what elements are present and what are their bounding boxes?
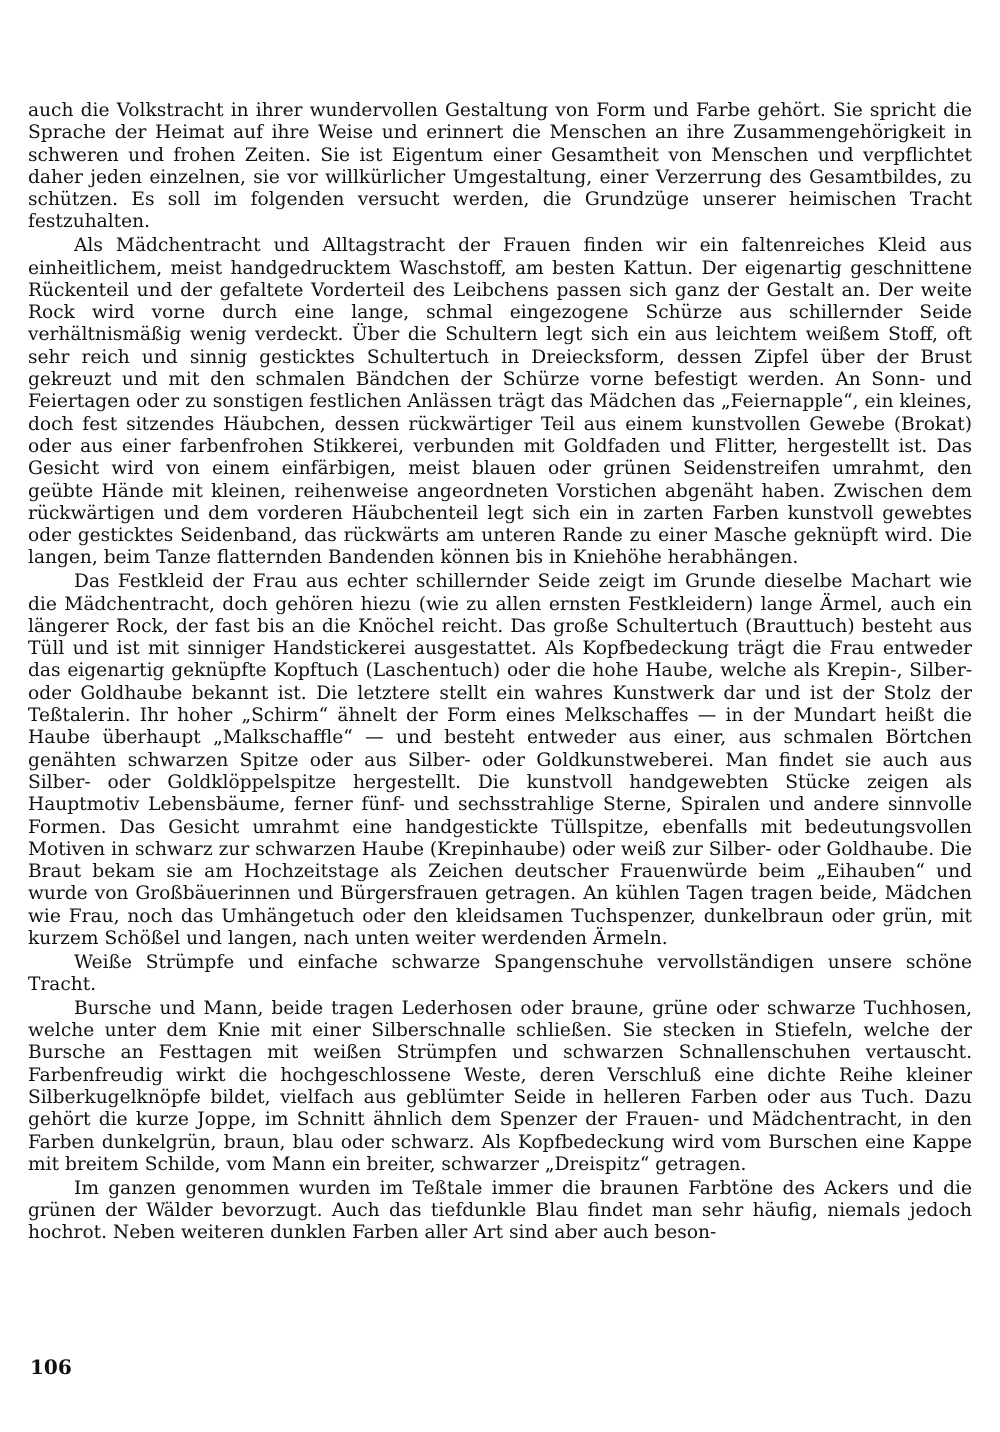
- paragraph-3: Das Festkleid der Frau aus echter schillernder Seide zeigt im Grunde dieselbe Machart wie die Mädchentracht, doch gehören hiezu (wie zu allen ernsten Festkleidern) lange Ärmel, auch ein längerer Rock, der fast bis an die Knöchel reicht. Das große Schultertuch (Brauttuch) besteht aus Tüll und ist mit sinniger Handstickerei ausgestattet. Als Kopfbedeckung trägt die Frau entweder das eigenartig geknüpfte Kopftuch (Laschentuch) oder die hohe Haube, welche als Krepin-, Silber- oder Goldhaube bekannt ist. Die letztere stellt ein wahres Kunstwerk dar und ist der Stolz der Teßtalerin. Ihr hoher „Schirm“ ähnelt der Form eines Melkschaffes — in der Mundart heißt die Haube überhaupt „Malkschaffle“ — und besteht entweder aus einer, aus schmalen Börtchen genähten schwarzen Spitze oder aus Silber- oder Goldkunstweberei. Man findet sie auch aus Silber- oder Goldklöppelspitze hergestellt. Die kunstvoll handgewebten Stücke zeigen als Hauptmotiv Lebensbäume, ferner fünf- und sechsstrahlige Sterne, Spiralen und andere sinnvolle Formen. Das Gesicht umrahmt eine handgestickte Tüllspitze, ebenfalls mit bedeutungsvollen Motiven in schwarz zur schwarzen Haube (Krepinhaube) oder weiß zur Silber- oder Goldhaube. Die Braut bekam sie am Hochzeitstage als Zeichen deutscher Frauenwürde beim „Eihauben“ und wurde von Großbäuerinnen und Bürgersfrauen getragen. An kühlen Tagen tragen beide, Mädchen wie Frau, noch das Umhängetuch oder den kleidsamen Tuchspenzer, dunkelbraun oder grün, mit kurzem Schößel und langen, nach unten weiter werdenden Ärmeln.: [28, 571, 972, 949]
- paragraph-1: auch die Volkstracht in ihrer wundervollen Gestaltung von Form und Farbe gehört. Sie spricht die Sprache der Heimat auf ihre Weise und erinnert die Menschen an ihre Zusammengehörigkeit in schweren und frohen Zeiten. Sie ist Eigentum einer Gesamtheit von Menschen und verpflichtet daher jeden einzelnen, sie vor willkürlicher Umgestaltung, einer Verzerrung des Gesamtbildes, zu schützen. Es soll im folgenden versucht werden, die Grundzüge unserer heimischen Tracht festzuhalten.: [28, 100, 972, 233]
- paragraph-2: Als Mädchentracht und Alltagstracht der Frauen finden wir ein faltenreiches Kleid aus einheitlichem, meist handgedrucktem Waschstoff, am besten Kattun. Der eigenartig geschnittene Rückenteil und der gefaltete Vorderteil des Leibchens passen sich ganz der Gestalt an. Der weite Rock wird vorne durch eine lange, schmal eingezogene Schürze aus schillernder Seide verhältnismäßig wenig verdeckt. Über die Schultern legt sich ein aus leichtem weißem Stoff, oft sehr reich und sinnig gesticktes Schultertuch in Dreiecksform, dessen Zipfel über der Brust gekreuzt und mit den schmalen Bändchen der Schürze vorne befestigt werden. An Sonn- und Feiertagen oder zu sonstigen festlichen Anlässen trägt das Mädchen das „Feiernapple“, ein kleines, doch fest sitzendes Häubchen, dessen rückwärtiger Teil aus einem kunstvollen Gewebe (Brokat) oder aus einer farbenfrohen Stikkerei, verbunden mit Goldfaden und Flitter, hergestellt ist. Das Gesicht wird von einem einfärbigen, meist blauen oder grünen Seidenstreifen umrahmt, den geübte Hände mit kleinen, reihenweise angeordneten Vorstichen abgenäht haben. Zwischen dem rückwärtigen und dem vorderen Häubchenteil legt sich ein in zarten Farben kunstvoll gewebtes oder gesticktes Seidenband, das rückwärts am unteren Rande zu einer Masche geknüpft wird. Die langen, beim Tanze flatternden Bandenden können bis in Kniehöhe herabhängen.: [28, 235, 972, 569]
- paragraph-6: Im ganzen genommen wurden im Teßtale immer die braunen Farbtöne des Ackers und die grünen der Wälder bevorzugt. Auch das tiefdunkle Blau findet man sehr häufig, niemals jedoch hochrot. Neben weiteren dunklen Farben aller Art sind aber auch beson-: [28, 1177, 972, 1244]
- paragraph-4: Weiße Strümpfe und einfache schwarze Spangenschuhe vervollständigen unsere schöne Tracht.: [28, 951, 972, 996]
- paragraph-5: Bursche und Mann, beide tragen Lederhosen oder braune, grüne oder schwarze Tuchhosen, welche unter dem Knie mit einer Silberschnalle schließen. Sie stecken in Stiefeln, welche der Bursche an Festtagen mit weißen Strümpfen und schwarzen Schnallenschuhen vertauscht. Farbenfreudig wirkt die hochgeschlossene Weste, deren Verschluß eine dichte Reihe kleiner Silberkugelknöpfe bildet, vielfach aus geblümter Seide in helleren Farben oder aus Tuch. Dazu gehört die kurze Joppe, im Schnitt ähnlich dem Spenzer der Frauen- und Mädchentracht, in den Farben dunkelgrün, braun, blau oder schwarz. Als Kopfbedeckung wird vom Burschen eine Kappe mit breitem Schilde, vom Mann ein breiter, schwarzer „Dreispitz“ getragen.: [28, 997, 972, 1175]
- body-text: [28, 100, 972, 1246]
- page-number: 106: [30, 1355, 72, 1379]
